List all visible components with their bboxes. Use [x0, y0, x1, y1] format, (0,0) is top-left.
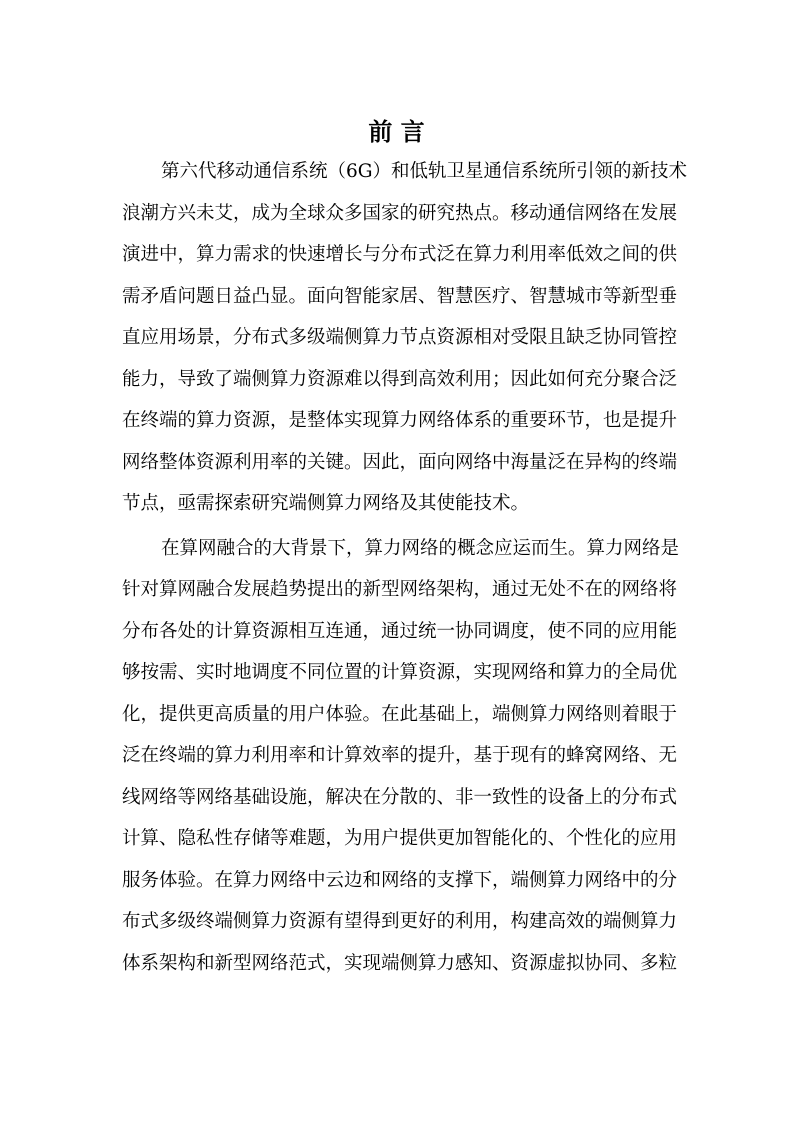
- paragraph-1-line-9: 节点，亟需探索研究端侧算力网络及其使能技术。: [122, 493, 530, 514]
- paragraph-1-line-8: 网络整体资源利用率的关键。因此，面向网络中海量泛在异构的终端: [122, 452, 678, 473]
- paragraph-2-line-8: 计算、隐私性存储等难题，为用户提供更加智能化的、个性化的应用: [122, 828, 678, 849]
- paragraph-2-line-4: 够按需、实时地调度不同位置的计算资源，实现网络和算力的全局优: [122, 662, 678, 683]
- paragraph-1-line-7: 在终端的算力资源，是整体实现算力网络体系的重要环节，也是提升: [122, 410, 678, 431]
- paragraph-2-line-7: 线网络等网络基础设施，解决在分散的、非一致性的设备上的分布式: [122, 787, 678, 808]
- paragraph-2-line-9: 服务体验。在算力网络中云边和网络的支撑下，端侧算力网络中的分: [122, 870, 678, 891]
- paragraph-1-line-5: 直应用场景，分布式多级端侧算力节点资源相对受限且缺乏协同管控: [122, 327, 678, 348]
- page-title: 前 言: [368, 117, 425, 146]
- paragraph-2-line-2: 针对算网融合发展趋势提出的新型网络架构，通过无处不在的网络将: [122, 579, 678, 600]
- paragraph-2-line-6: 泛在终端的算力利用率和计算效率的提升，基于现有的蜂窝网络、无: [122, 745, 678, 766]
- paragraph-1-line-6: 能力，导致了端侧算力资源难以得到高效利用；因此如何充分聚合泛: [122, 369, 678, 390]
- paragraph-2-line-11: 体系架构和新型网络范式，实现端侧算力感知、资源虚拟协同、多粒: [122, 953, 678, 974]
- paragraph-1-line-3: 演进中，算力需求的快速增长与分布式泛在算力利用率低效之间的供: [122, 244, 678, 265]
- paragraph-2-line-10: 布式多级终端侧算力资源有望得到更好的利用，构建高效的端侧算力: [122, 911, 678, 932]
- paragraph-2-line-1: 在算网融合的大背景下，算力网络的概念应运而生。算力网络是: [161, 538, 680, 559]
- paragraph-1-line-1: 第六代移动通信系统（6G）和低轨卫星通信系统所引领的新技术: [161, 161, 688, 182]
- paragraph-2-line-5: 化，提供更高质量的用户体验。在此基础上，端侧算力网络则着眼于: [122, 704, 678, 725]
- paragraph-1-line-4: 需矛盾问题日益凸显。面向智能家居、智慧医疗、智慧城市等新型垂: [122, 286, 678, 307]
- paragraph-2-line-3: 分布各处的计算资源相互连通，通过统一协同调度，使不同的应用能: [122, 621, 678, 642]
- paragraph-1-line-2: 浪潮方兴未艾，成为全球众多国家的研究热点。移动通信网络在发展: [122, 203, 678, 224]
